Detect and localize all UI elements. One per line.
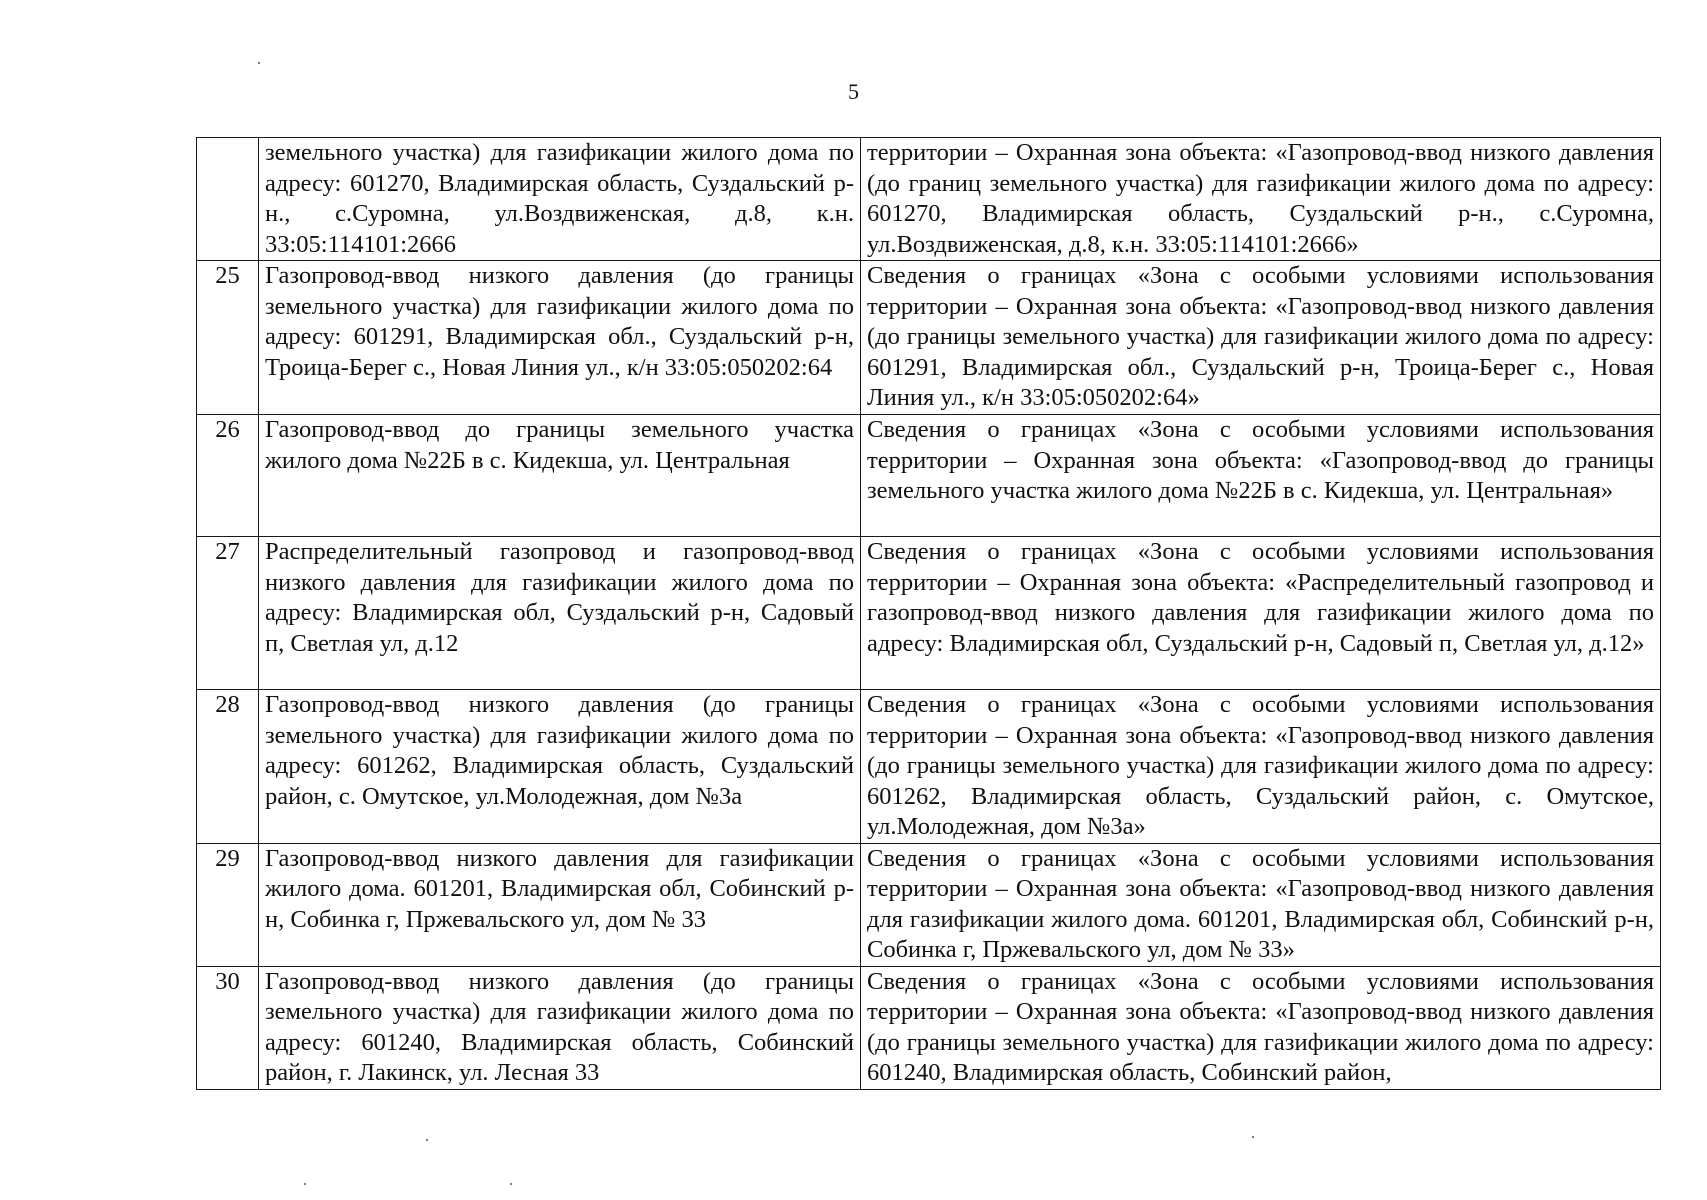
zone-information: Сведения о границах «Зона с особыми условиями использования территории – Охранная зона объекта: «Газопровод-ввод низкого давления (до границы земельного участка) для газификации жилого дома по адресу: 601262, Владимирская область, Суздальский район, с. Омутское, ул.Молодежная, дом №3а» [861,690,1661,844]
object-description: земельного участка) для газификации жилого дома по адресу: 601270, Владимирская область, Суздальский р-н., с.Суромна, ул.Воздвиженская, д.8, к.н. 33:05:114101:2666 [259,138,861,261]
row-number [197,138,259,261]
table-row [197,261,1661,415]
page-number: 5 [848,79,859,104]
zone-information: Сведения о границах «Зона с особыми условиями использования территории – Охранная зона объекта: «Газопровод-ввод низкого давления (до границы земельного участка) для газификации жилого дома по адресу: 601240, Владимирская область, Собинский район, [861,966,1661,1089]
table-row [197,966,1661,1089]
object-description: Распределительный газопровод и газопровод-ввод низкого давления для газификации жилого дома по адресу: Владимирская обл, Суздальский р-н, Садовый п, Светлая ул, д.12 [259,537,861,690]
table-row [197,843,1661,966]
object-description: Газопровод-ввод низкого давления (до границы земельного участка) для газификации жилого дома по адресу: 601240, Владимирская область, Собинский район, г. Лакинск, ул. Лесная 33 [259,966,861,1089]
zone-information: Сведения о границах «Зона с особыми условиями использования территории – Охранная зона объекта: «Газопровод-ввод до границы земельного участка жилого дома №22Б в с. Кидекша, ул. Центральная» [861,415,1661,537]
row-number: 28 [197,690,259,844]
scan-speck [1252,1136,1254,1138]
row-number: 29 [197,843,259,966]
row-number: 30 [197,966,259,1089]
scan-speck [426,1139,428,1141]
row-number: 25 [197,261,259,415]
scan-speck [304,1183,306,1185]
zone-information: Сведения о границах «Зона с особыми условиями использования территории – Охранная зона объекта: «Газопровод-ввод низкого давления для газификации жилого дома. 601201, Владимирская обл, Собинский р-н, Собинка г, Пржевальского ул, дом № 33» [861,843,1661,966]
object-description: Газопровод-ввод до границы земельного участка жилого дома №22Б в с. Кидекша, ул. Центральная [259,415,861,537]
table-row [197,537,1661,690]
table-row [197,690,1661,844]
row-number: 26 [197,415,259,537]
zone-information: Сведения о границах «Зона с особыми условиями использования территории – Охранная зона объекта: «Распределительный газопровод и газопровод-ввод низкого давления для газификации жилого дома по адресу: Владимирская обл, Суздальский р-н, Садовый п, Светлая ул, д.12» [861,537,1661,690]
table-row [197,415,1661,537]
zone-information: Сведения о границах «Зона с особыми условиями использования территории – Охранная зона объекта: «Газопровод-ввод низкого давления (до границы земельного участка) для газификации жилого дома по адресу: 601291, Владимирская обл., Суздальский р-н, Троица-Берег с., Новая Линия ул., к/н 33:05:050202:64» [861,261,1661,415]
table-row [197,138,1661,261]
row-number: 27 [197,537,259,690]
scan-speck [258,62,260,64]
zone-information: территории – Охранная зона объекта: «Газопровод-ввод низкого давления (до границ земельного участка) для газификации жилого дома по адресу: 601270, Владимирская область, Суздальский р-н., с.Суромна, ул.Воздвиженская, д.8, к.н. 33:05:114101:2666» [861,138,1661,261]
scan-speck [510,1183,512,1185]
object-description: Газопровод-ввод низкого давления для газификации жилого дома. 601201, Владимирская обл, Собинский р-н, Собинка г, Пржевальского ул, дом № 33 [259,843,861,966]
object-description: Газопровод-ввод низкого давления (до границы земельного участка) для газификации жилого дома по адресу: 601262, Владимирская область, Суздальский район, с. Омутское, ул.Молодежная, дом №3а [259,690,861,844]
object-description: Газопровод-ввод низкого давления (до границы земельного участка) для газификации жилого дома по адресу: 601291, Владимирская обл., Суздальский р-н, Троица-Берег с., Новая Линия ул., к/н 33:05:050202:64 [259,261,861,415]
objects-table [196,137,1661,1090]
